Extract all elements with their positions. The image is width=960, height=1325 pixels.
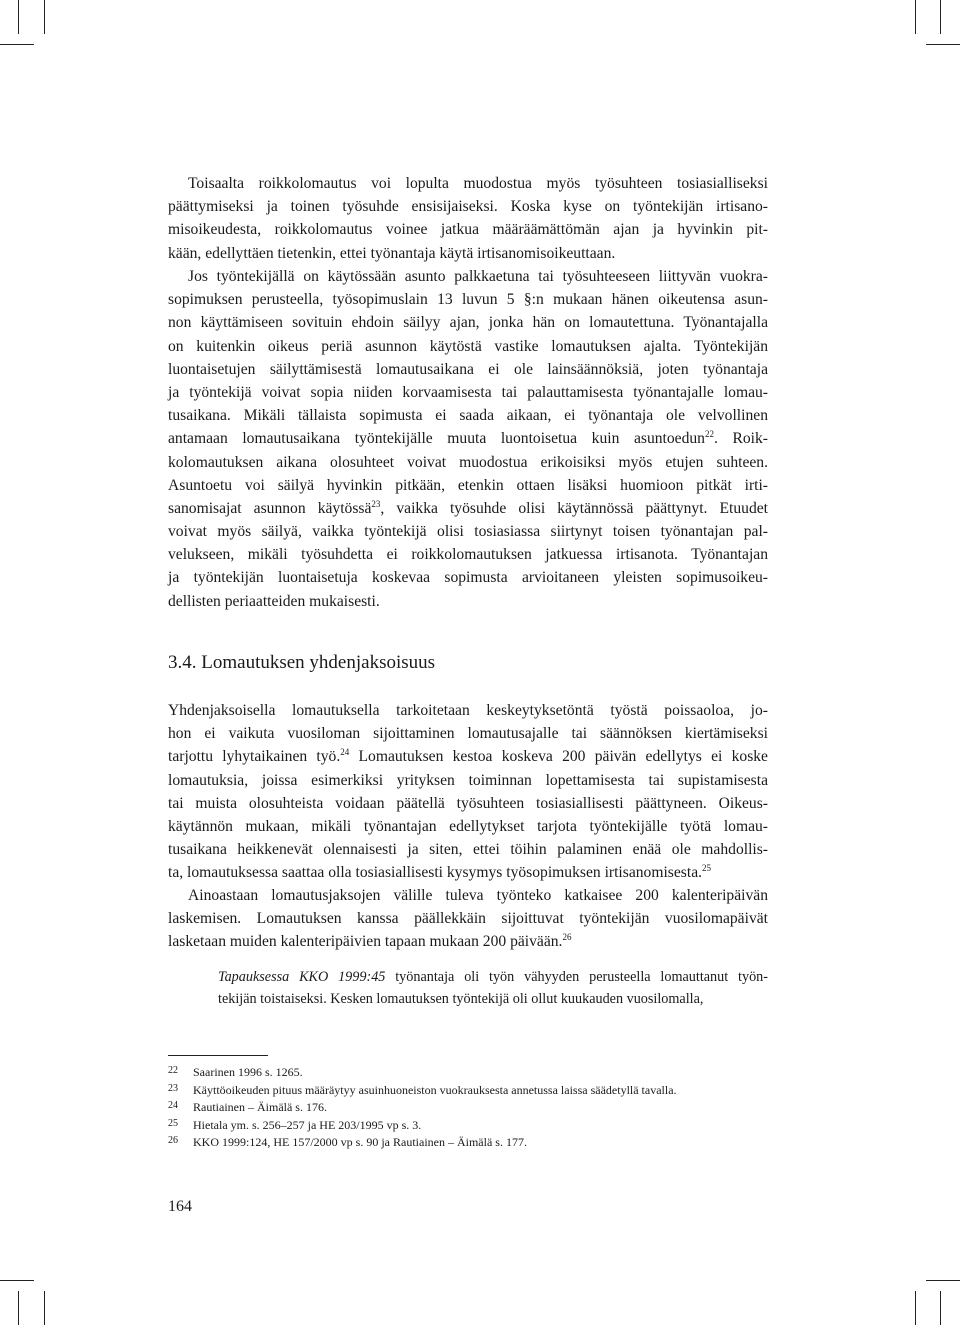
crop-mark-top-left-h [0,44,34,45]
text-line [218,966,768,988]
text-line: päättymiseksi ja toinen työsuhde ensisijaiseksi. Koska kyse on työntekijän irtisano- [168,198,768,216]
footnote [168,1097,788,1115]
text-line: ja työntekijä voivat sopia niiden korvaamisesta tai palauttamisesta työnantajalle lomau- [168,383,768,401]
footnotes [168,1062,788,1150]
text-line: tusaikana heikkenevät olennaisesti ja siten, ettei töihin palaminen enää ole mahdollis- [168,841,768,859]
footnote [168,1132,788,1150]
crop-mark-top-left-v2 [18,0,19,34]
paragraph-1 [168,172,768,265]
text-segment: antamaan lomautusaikana työntekijälle muuta luontoisetua kuin asuntoedun [168,430,705,448]
text-line: kolomautuksen aikana olosuhteet voivat muodostua erikoisiksi myös etujen suhteen. [168,453,768,471]
text-line [168,930,768,953]
footnote-number: 26 [168,1135,178,1146]
text-segment: , vaikka työsuhde olisi käytännössä päättynyt. Etuudet [380,499,768,517]
text-line: sopimuksen perusteella, työsopimuslain 13 luvun 5 §:n mukaan hänen oikeutensa asun- [168,291,768,309]
crop-mark-bottom-right-v2 [940,1291,941,1325]
text-line: velukseen, mikäli työsuhdetta ei roikkolomautuksen jatkuessa irtisanota. Työnantajan [168,546,768,564]
footnote-ref[interactable]: 22 [704,429,714,440]
footnote-number: 22 [168,1065,178,1076]
footnote-number: 24 [168,1100,178,1111]
crop-mark-top-right-v2 [940,0,941,34]
text-line: hon ei vaikuta vuosiloman sijoittaminen lomautusajalle tai säännöksen kiertämiseksi [168,725,768,743]
text-line: tusaikana. Mikäli tällaista sopimusta ei saada aikaan, ei työnantaja ole velvollinen [168,407,768,425]
text-segment: tarjottu lyhytaikainen työ. [168,748,341,766]
text-segment: työnantaja oli työn vähyyden perusteella lomauttanut työn- [385,969,768,985]
text-line: Yhdenjaksoisella lomautuksella tarkoitetaan keskeytyksetöntä työstä poissaoloa, jo- [168,702,768,719]
footnote-separator [168,1055,268,1056]
section-heading: 3.4. Lomautuksen yhdenjaksoisuus [168,652,436,673]
text-line [168,861,768,884]
footnote [168,1062,788,1080]
text-line: kään, edellyttäen tietenkin, ettei työnantaja käytä irtisanomisoikeuttaan. [168,244,616,262]
text-line: on kuitenkin oikeus periä asunnon käytöstä vastike lomautuksen ajalta. Työntekijän [168,337,768,355]
text-line: Toisaalta roikkolomautus voi lopulta muodostua myös työsuhteen tosiasialliseksi [188,175,768,192]
crop-mark-top-left-v [44,0,45,34]
footnote [168,1080,788,1098]
crop-mark-bottom-left-v [44,1291,45,1325]
page-number: 164 [168,1198,192,1215]
paragraph-3 [168,699,768,885]
text-line [168,497,768,520]
text-line: misoikeudesta, roikkolomautus voinee jatkua määräämättömän ajan ja hyvinkin pit- [168,221,768,239]
crop-mark-bottom-left-v2 [18,1291,19,1325]
case-reference: Tapauksessa KKO 1999:45 [218,969,386,985]
text-line: Jos työntekijällä on käytössään asunto palkkaetuna tai työsuhteeseen liittyvän vuokra- [188,268,768,285]
paragraph-4 [168,884,768,954]
crop-mark-bottom-right-h [926,1280,960,1281]
text-line [168,745,768,768]
text-line [168,427,768,450]
text-segment: sanomisajat asunnon käytössä [168,499,372,517]
crop-mark-top-right-h [926,44,960,45]
footnote-ref[interactable]: 24 [340,747,350,758]
text-line: Ainoastaan lomautusjaksojen välille tuleva työnteko katkaisee 200 kalenteripäivän [188,887,768,904]
text-line: laskemisen. Lomautuksen kanssa päällekkäin sijoittuvat työntekijän vuosilomapäivät [168,910,768,928]
crop-mark-top-right-v [915,0,916,34]
footnote-text: Saarinen 1996 s. 1265. [193,1065,303,1079]
text-segment: . Roik- [713,430,768,448]
footnote-text: Hietala ym. s. 256–257 ja HE 203/1995 vp s. 3. [193,1117,422,1132]
text-line: voivat myös säilyä, vaikka työntekijä olisi tosiasiassa siirtynyt toisen työnantajan pal- [168,523,768,541]
text-line: tai muista olosuhteista voidaan päätellä työsuhteen tosiasiallisesti päättyneen. Oikeus- [168,794,768,812]
text-line: käytännön mukaan, mikäli työnantajan edellytykset tarjota työntekijälle työtä lomau- [168,817,768,835]
footnote-text: Käyttöoikeuden pituus määräytyy asuinhuoneiston vuokrauksesta annetussa laissa säädetyllä tavalla. [193,1082,677,1097]
footnote-number: 25 [168,1117,178,1129]
text-line: non käyttämiseen sovituin ehdoin säilyy ajan, jonka hän on lomautettuna. Työnantajalla [168,314,768,332]
crop-mark-bottom-left-h [0,1280,34,1281]
text-segment: ta, lomautuksessa saattaa olla tosiasiallisesti kysymys työsopimuksen irtisanomisesta. [168,864,703,882]
footnote-ref[interactable]: 25 [702,863,712,874]
paragraph-2 [168,265,768,613]
text-line: Asuntoetu voi säilyä hyvinkin pitkään, etenkin ottaen lisäksi huomioon pitkät irti- [168,476,768,494]
footnote [168,1115,788,1133]
text-line: ja työntekijän luontaisetuja koskevaa sopimusta arvioitaneen yleisten sopimusoikeu- [168,569,768,587]
footnote-text: KKO 1999:124, HE 157/2000 vp s. 90 ja Rautiainen – Äimälä s. 177. [193,1135,527,1149]
text-line: lomautuksia, joissa esimerkiksi yrityksen toiminnan lopettamisesta tai supistamisesta [168,771,768,789]
text-line: tekijän toistaiseksi. Kesken lomautuksen työntekijä oli ollut kuukauden vuosilomalla, [218,991,704,1007]
footnote-ref[interactable]: 26 [562,932,572,943]
footnote-text: Rautiainen – Äimälä s. 176. [193,1100,327,1114]
case-note [218,966,768,1010]
text-line: luontaisetujen säilyttämisestä lomautusaikana ei ole lainsäännöksiä, joten työnantaja [168,360,768,378]
text-segment: lasketaan muiden kalenteripäivien tapaan mukaan 200 päivään. [168,933,563,951]
crop-mark-bottom-right-v [915,1291,916,1325]
footnote-number: 23 [168,1082,178,1094]
footnote-ref[interactable]: 23 [371,498,381,509]
text-segment: Lomautuksen kestoa koskeva 200 päivän edellytys ei koske [349,748,768,766]
text-line: dellisten periaatteiden mukaisesti. [168,592,380,610]
